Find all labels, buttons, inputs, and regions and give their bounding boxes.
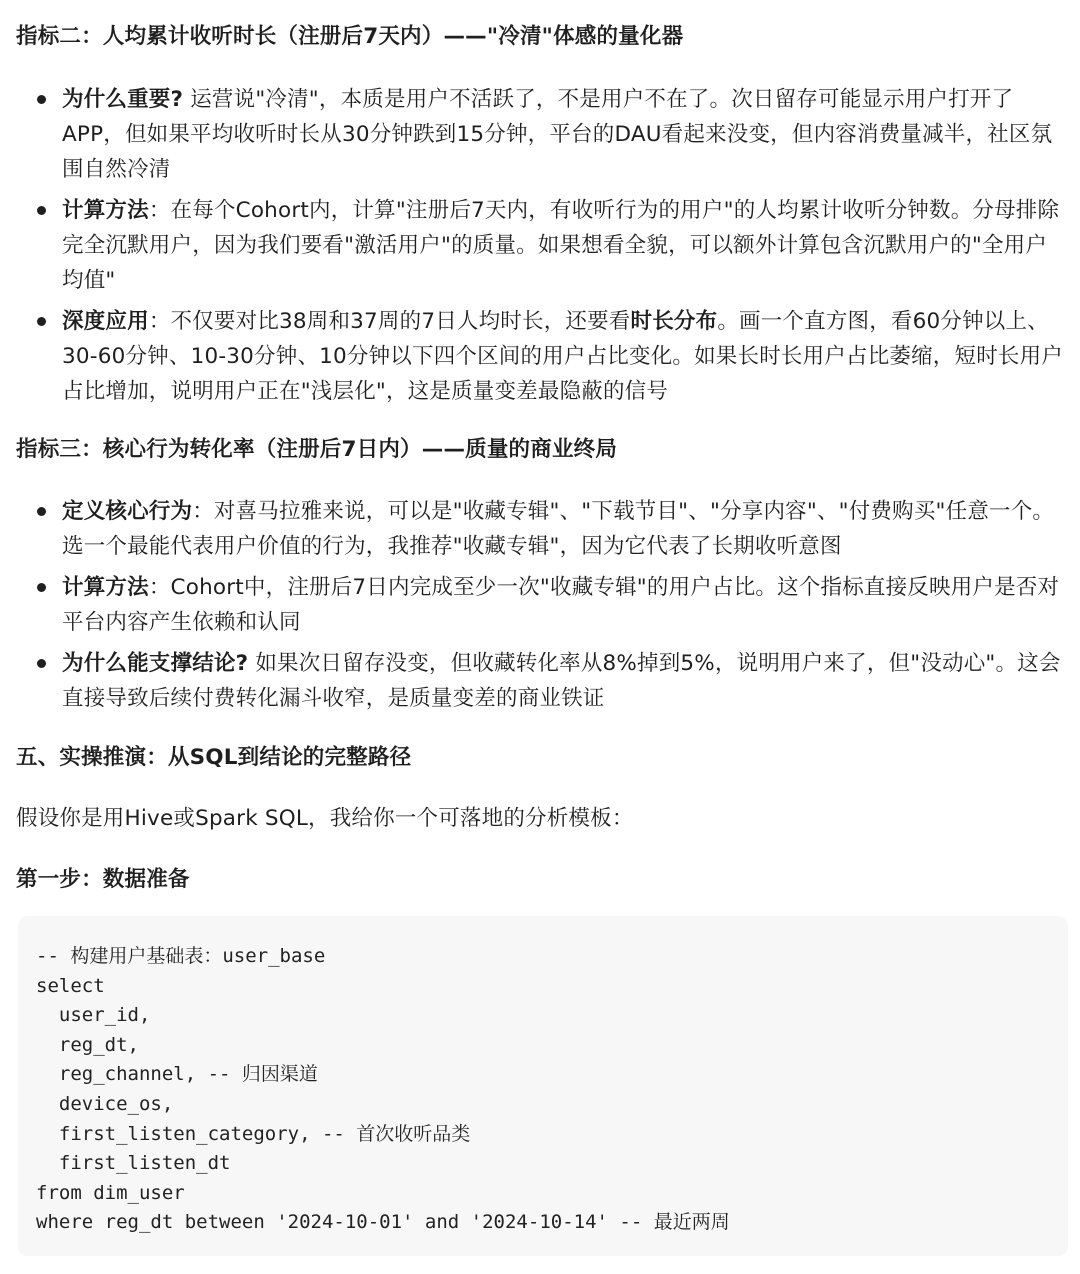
- bullet-dot: [37, 583, 46, 592]
- metric2-title: 指标二：人均累计收听时长（注册后7天内）——"冷清"体感的量化器: [16, 24, 684, 49]
- bullet-text: 运营说"冷清"，本质是用户不活跃了，不是用户不在了。次日留存可能显示用户打开了APP，但如果平均收听时长从30分钟跌到15分钟，平台的DAU看起来没变，但内容消费量减半，社区氛围自然冷清: [62, 87, 1053, 182]
- code-line: from dim_user: [36, 1181, 185, 1204]
- bullet-label: 为什么能支撑结论?: [62, 651, 249, 676]
- bullet-label: 定义核心行为: [62, 499, 193, 524]
- bullet-text: ：Cohort中，注册后7日内完成至少一次"收藏专辑"的用户占比。这个指标直接反映用户是否对平台内容产生依赖和认同: [62, 575, 1060, 635]
- code-line: reg_channel, -- 归因渠道: [36, 1063, 318, 1086]
- metric3-title: 指标三：核心行为转化率（注册后7日内）——质量的商业终局: [16, 437, 618, 462]
- list-item: [16, 82, 1068, 187]
- bullet-text: 如果次日留存没变，但收藏转化率从8%掉到5%，说明用户来了，但"没动心"。这会直接导致后续付费转化漏斗收窄，是质量变差的商业铁证: [62, 651, 1061, 711]
- code-lines: [36, 942, 1050, 1238]
- list-item: [16, 494, 1068, 564]
- code-line: first_listen_category, -- 首次收听品类: [36, 1122, 471, 1145]
- bullet-text: ：在每个Cohort内，计算"注册后7天内，有收听行为的用户"的人均累计收听分钟数。分母排除完全沉默用户，因为我们要看"激活用户"的质量。如果想看全貌，可以额外计算包含沉默用户的"全用户均值": [62, 198, 1060, 293]
- bullet-label: 计算方法: [62, 198, 149, 223]
- code-line: device_os,: [36, 1092, 174, 1115]
- code-line: select: [36, 974, 105, 997]
- bullet-dot: [37, 206, 46, 215]
- section5-title: 五、实操推演：从SQL到结论的完整路径: [16, 745, 412, 770]
- bullet-dot: [37, 507, 46, 516]
- code-line: -- 构建用户基础表：user_base: [36, 945, 326, 967]
- code-line: user_id,: [36, 1004, 151, 1027]
- bullet-text: 。画一个直方图，看60分钟以上、30-60分钟、10-30分钟、10分钟以下四个区间的用户占比变化。如果长时长用户占比萎缩，短时长用户占比增加，说明用户正在"浅层化"，这是质量变差最隐蔽的信号: [62, 309, 1064, 404]
- metric3-bullet-list: [16, 494, 1068, 722]
- metric2-bullet-list: [16, 82, 1068, 415]
- list-item: [16, 570, 1068, 640]
- step1-title: 第一步：数据准备: [16, 867, 190, 892]
- code-line: reg_dt,: [36, 1033, 139, 1056]
- bullet-label: 为什么重要?: [62, 87, 184, 112]
- code-line: first_listen_dt: [36, 1152, 231, 1175]
- list-item: [16, 304, 1068, 409]
- list-item: [16, 193, 1068, 298]
- bullet-text: ：对喜马拉雅来说，可以是"收藏专辑"、"下载节目"、"分享内容"、"付费购买"任意一个。选一个最能代表用户价值的行为，我推荐"收藏专辑"，因为它代表了长期收听意图: [62, 499, 1055, 559]
- bullet-dot: [37, 317, 46, 326]
- sql-code-block: [18, 916, 1068, 1256]
- bullet-label: 深度应用: [62, 309, 149, 334]
- list-item: [16, 646, 1068, 716]
- bullet-emphasis: 时长分布: [630, 309, 718, 334]
- bullet-text: ：不仅要对比38周和37周的7日人均时长，还要看: [148, 309, 631, 334]
- code-line: where reg_dt between '2024-10-01' and '2024-10-14' -- 最近两周: [36, 1211, 730, 1234]
- bullet-dot: [37, 659, 46, 668]
- bullet-label: 计算方法: [62, 575, 149, 600]
- section5-intro: 假设你是用Hive或Spark SQL，我给你一个可落地的分析模板：: [16, 806, 634, 831]
- bullet-dot: [37, 95, 46, 104]
